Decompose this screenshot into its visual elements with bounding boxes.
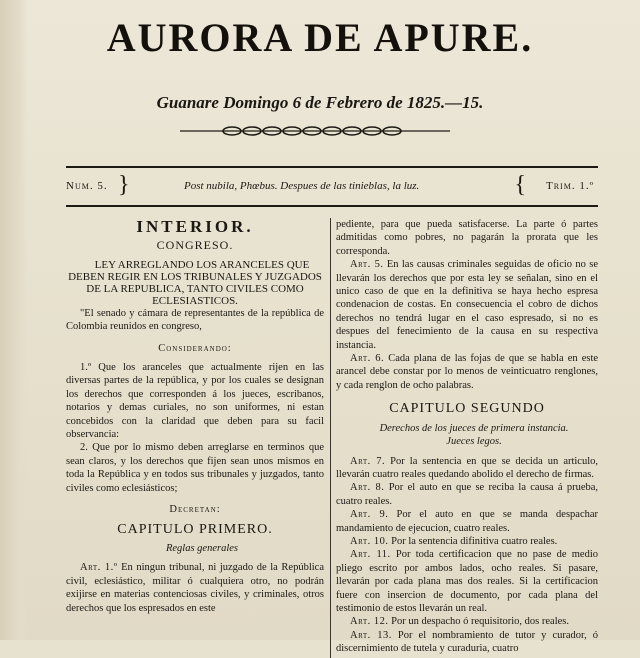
article-9	[336, 508, 598, 535]
motto: Post nubila, Phœbus. Despues de las tinieblas, la luz.	[184, 180, 420, 192]
article-label: Art. 6.	[350, 353, 385, 365]
column-divider	[330, 218, 331, 658]
ornament-divider-icon	[180, 124, 450, 138]
article-7	[336, 455, 598, 482]
article-8	[336, 481, 598, 508]
considerando-label: Considerando:	[158, 342, 232, 354]
chapter-subtitle-2: Jueces legos.	[446, 436, 502, 448]
article-6	[336, 352, 598, 392]
masthead-title: AURORA DE APURE.	[106, 15, 534, 60]
article-label: Art. 12.	[350, 616, 389, 628]
article-label: Art. 7.	[350, 455, 386, 467]
article-label: Art. 13.	[350, 629, 392, 641]
chapter-heading: CAPITULO SEGUNDO	[389, 401, 545, 417]
paragraph-2: 2. Que por lo mismo deben arreglarse en terminos que sean claros, y los derechos que fijen sean unos mismos en toda la República y en todos sus tribunales y juzgados, tanto civiles como eclesiásticos;	[66, 442, 324, 494]
intro-paragraph: "El senado y cámara de representantes de la república de Colombia reunidos en congreso,	[66, 307, 324, 333]
left-column	[66, 218, 324, 615]
article-text: Cada plana de las fojas de que se habla en este arancel debe constar por lo menos de veinticuatro renglones, y cada renglon de ocho palabras.	[336, 353, 599, 391]
article-13	[336, 629, 598, 656]
chapter-subtitle: Derechos de los jueces de primera instancia.	[379, 422, 569, 434]
article-label: Art. 8.	[350, 482, 385, 494]
article-label: Art. 5.	[350, 259, 384, 271]
article-text: En ningun tribunal, ni juzgado de la República civil, eclesiástico, militar ó cualquiera otro, no podrán exijirse en materias contenciosas civiles, y criminales, otros derechos que los espresados en este	[66, 562, 325, 614]
issue-number: Num. 5.	[66, 180, 108, 192]
dateline: Guanare Domingo 6 de Febrero de 1825.—15.	[156, 93, 484, 112]
header-rule-top	[66, 166, 598, 168]
article-10	[336, 535, 598, 548]
section-heading: INTERIOR.	[136, 217, 254, 236]
header-rule-bottom	[66, 205, 598, 207]
law-title: LEY ARREGLANDO LOS ARANCELES QUE DEBEN REGIR EN LOS TRIBUNALES Y JUZGADOS DE LA REPUBLICA, TANTO CIVILES COMO ECLESIASTICOS.	[68, 258, 322, 307]
article-text: Por la sentencia en que se decida un articulo, llevarán cuatro reales quedando abolido el derecho de firmas.	[336, 455, 599, 480]
article-12	[336, 615, 598, 628]
trimester: Trim. 1.º	[546, 180, 594, 192]
brace-icon: {	[514, 172, 526, 198]
continued-paragraph: pediente, para que pueda satisfacerse. La parte ó partes admitidas como pobres, no pagarán la prorata que les corresponda.	[336, 219, 598, 257]
article-label: Art. 9.	[350, 509, 389, 521]
article-text: Por el auto en que se manda despachar mandamiento de ejecucion, cuatro reales.	[336, 509, 599, 534]
article-text: Por un despacho ó requisitorio, dos reales.	[391, 616, 569, 628]
paragraph-1: 1.º Que los aranceles que actualmente rijen en las diversas partes de la república, y por los cuales se designan los derechos que corresponden á los jueces, escribanos, notarios y demas curiales, no son uniformes, ni estan concebidos con la claridad que deben para su facil observancia:	[66, 362, 324, 441]
decretan-label: Decretan:	[169, 504, 221, 516]
article-label: Art. 10.	[350, 535, 389, 547]
article-label: Art. 1.º	[80, 562, 118, 574]
subsection-heading: CONGRESO.	[156, 238, 234, 253]
brace-icon: }	[118, 172, 130, 198]
issue-strip	[66, 172, 598, 202]
article-label: Art. 11.	[350, 549, 391, 561]
article-11	[336, 548, 598, 615]
article-text: Por el nombramiento de tutor y curador, ó discernimiento de tutela y curaduria, cuatro	[336, 629, 599, 655]
article-5	[336, 258, 598, 352]
article-1	[66, 561, 324, 615]
right-column	[336, 218, 598, 656]
article-text: Por el auto en que se reciba la causa á prueba, cuatro reales.	[336, 482, 599, 507]
article-text: Por toda certificacion que no pase de medio pliego escrito por ambos lados, ocho reales. Si pasare, llevarán por cada plana mas dos reales. Si la certificacion fuere con insercion de documento, por cada plana del testimonio de estos llevarán un real.	[336, 549, 599, 614]
article-text: En las causas criminales seguidas de oficio no se llevarán los derechos que por esta ley se señalan, sino en el unico caso de que en la definitiva se haya hecho espresa condenacion de costas. En consecuencia el cobro de dichos derechos no tendrá lugar en el caso espresado, si no es despues del fenecimiento de la causa en su respectiva instancia.	[336, 259, 599, 351]
rules-subtitle: Reglas generales	[165, 542, 239, 554]
article-text: Por la sentencia difinitiva cuatro reales.	[391, 535, 558, 547]
chapter-heading: CAPITULO PRIMERO.	[117, 521, 273, 537]
